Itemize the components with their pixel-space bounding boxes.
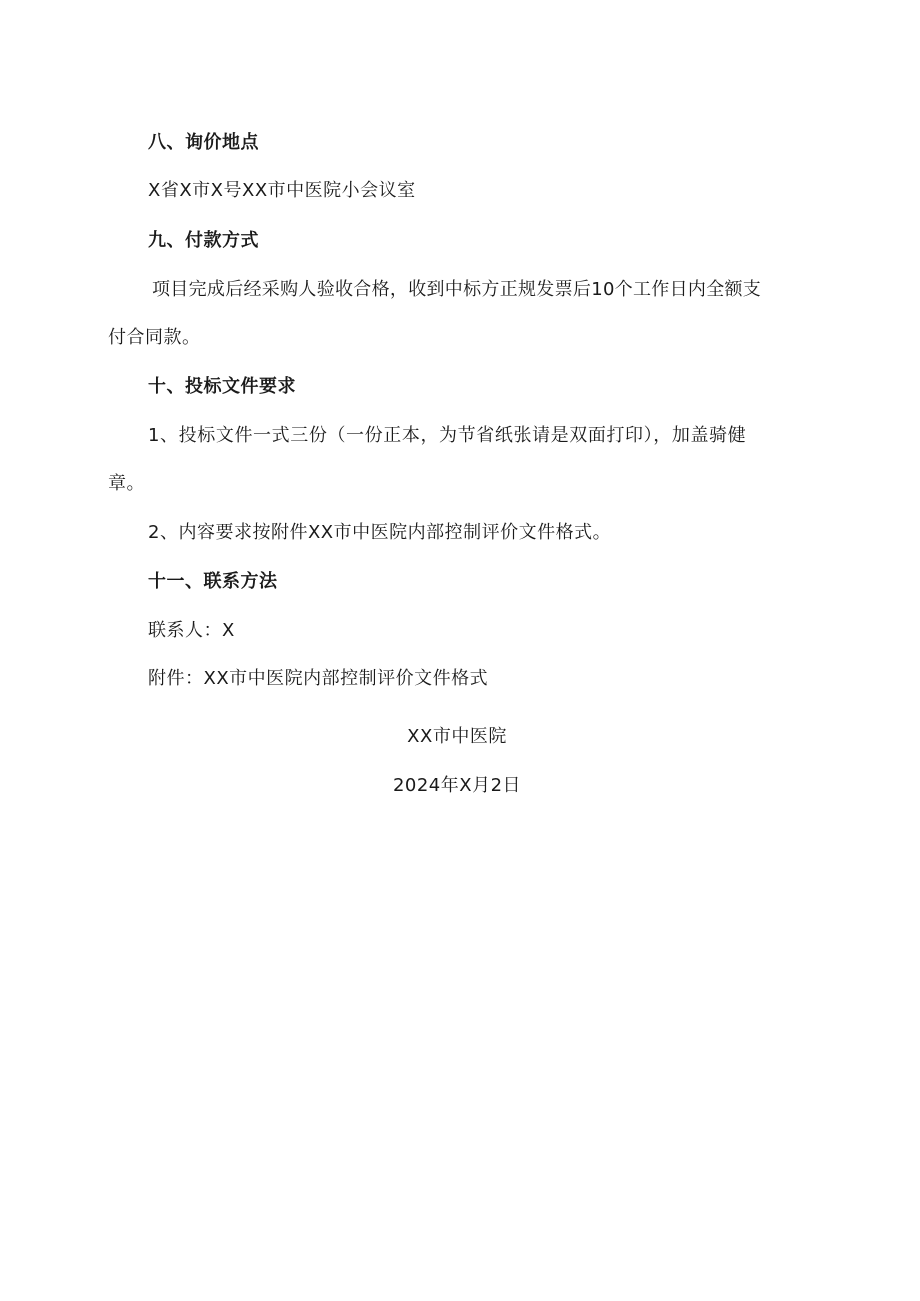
bid-requirement-1-line-1: 1、投标文件一式三份（一份正本，为节省纸张请是双面打印），加盖骑健: [148, 425, 747, 446]
payment-text-line-2: 付合同款。: [108, 327, 201, 348]
attachment-note: 附件：XX市中医院内部控制评价文件格式: [148, 668, 489, 689]
heading-contact-method: 十一、联系方法: [148, 571, 278, 592]
heading-bid-document-requirements: 十、投标文件要求: [148, 376, 296, 397]
signature-date: 2024年X月2日: [392, 775, 522, 796]
signature-organization: XX市中医院: [407, 726, 507, 747]
heading-inquiry-location: 八、询价地点: [148, 132, 259, 153]
inquiry-location-text: X省X市X号XX市中医院小会议室: [148, 180, 416, 201]
bid-requirement-2: 2、内容要求按附件XX市中医院内部控制评价文件格式。: [148, 522, 612, 543]
payment-text-line-1: 项目完成后经采购人验收合格，收到中标方正规发票后10个工作日内全额支: [152, 279, 762, 300]
bid-requirement-1-line-2: 章。: [108, 473, 145, 494]
heading-payment-method: 九、付款方式: [148, 230, 259, 251]
contact-person: 联系人：X: [148, 620, 235, 641]
